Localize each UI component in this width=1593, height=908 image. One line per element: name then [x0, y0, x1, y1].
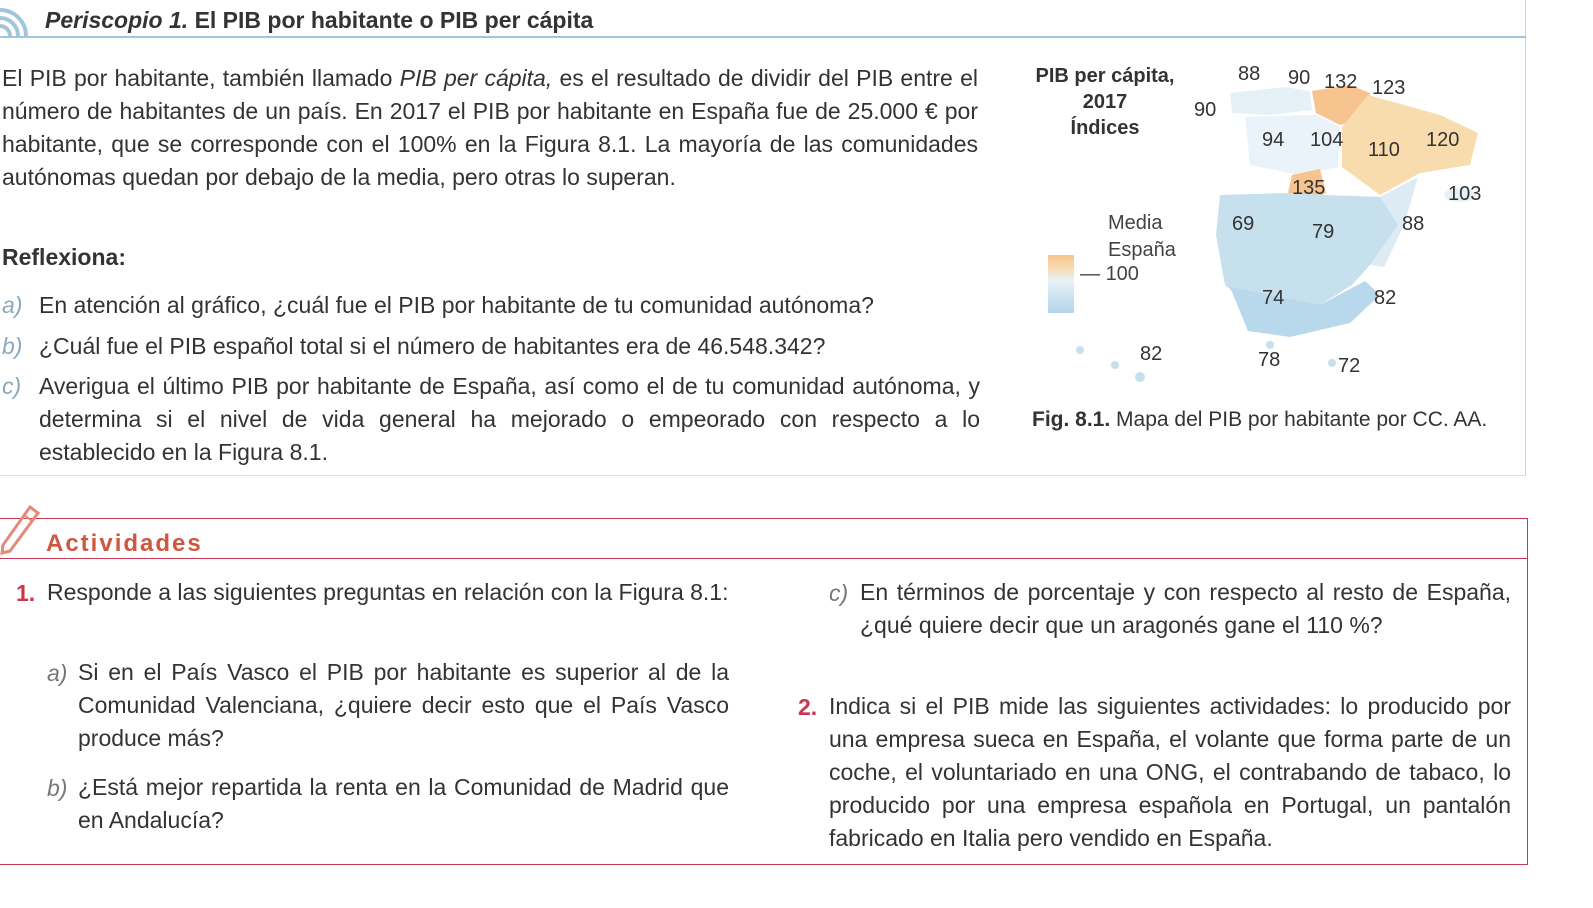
activity-1a-text: Si en el País Vasco el PIB por habitante es superior al de la Comunidad Valenciana, ¿quiere decir esto que el País Vasco produce más?: [78, 659, 729, 751]
map-title-line2: 2017: [1082, 91, 1128, 113]
activity-2-text: Indica si el PIB mide las siguientes actividades: lo producido por una empresa sueca en España, el volante que forma parte de un coche, el voluntariado en una ONG, el contrabando de tabaco, lo producido por una empresa española en Portugal, un pantalón fabricado en Italia pero vendido en España.: [829, 693, 1511, 851]
activity-1a-letter: a): [47, 660, 68, 686]
spain-gdp-map: [1020, 55, 1520, 395]
question-b: [0, 330, 980, 363]
question-text: En atención al gráfico, ¿cuál fue el PIB por habitante de tu comunidad autónoma?: [39, 292, 874, 318]
activity-1-text: Responde a las siguientes preguntas en relación con la Figura 8.1:: [47, 579, 729, 605]
intro-paragraph: [2, 62, 978, 194]
question-c: [0, 370, 980, 469]
region-melilla: [1328, 359, 1336, 367]
intro-em: PIB per cápita,: [399, 65, 553, 91]
region-value-aragon: 110: [1368, 139, 1400, 161]
reflexiona-heading: Reflexiona:: [2, 244, 126, 270]
region-value-pais-vasco: 132: [1324, 71, 1358, 93]
legend-text: [1108, 210, 1176, 264]
intro-before: El PIB por habitante, también llamado: [2, 65, 400, 91]
region-galicia-asturias-cantabria: [1230, 87, 1312, 115]
legend-average-value: — 100: [1080, 263, 1139, 285]
activity-1c-letter: c): [829, 580, 849, 606]
region-value-andalucia: 74: [1262, 287, 1285, 309]
question-letter: c): [2, 373, 22, 399]
question-text: Averigua el último PIB por habitante de España, así como el de tu comunidad autónoma, y determina si el nivel de vida general ha mejorado o empeorado con respecto a lo establecido en la Figura 8.1.: [39, 373, 980, 465]
legend-value: 100: [1105, 263, 1139, 285]
region-canarias-3: [1135, 372, 1145, 382]
region-value-ceuta: 78: [1258, 349, 1281, 371]
activity-2-number: 2.: [798, 694, 818, 720]
region-value-cantabria: 90: [1288, 67, 1311, 89]
region-value-galicia: 90: [1194, 99, 1217, 121]
region-canarias-2: [1111, 361, 1119, 369]
activity-1-number: 1.: [16, 580, 36, 606]
periscopio-label: Periscopio 1.: [45, 7, 189, 33]
map-title: [1020, 63, 1190, 141]
region-value-valencia: 88: [1402, 213, 1425, 235]
periscopio-title-text: El PIB por habitante o PIB per cápita: [194, 7, 594, 33]
activity-1b-letter: b): [47, 775, 68, 801]
pencil-icon: [0, 505, 40, 555]
region-value-madrid: 135: [1292, 177, 1326, 199]
region-value-melilla: 72: [1338, 355, 1361, 377]
region-value-extremadura: 69: [1232, 213, 1255, 235]
question-a: [0, 289, 980, 322]
question-text: ¿Cuál fue el PIB español total si el número de habitantes era de 46.548.342?: [39, 333, 826, 359]
question-letter: b): [2, 333, 23, 359]
region-value-murcia: 82: [1374, 287, 1397, 309]
figure-number: Fig. 8.1.: [1032, 408, 1111, 431]
periscopio-title: [45, 7, 593, 34]
region-value-castilla-la-mancha: 79: [1312, 221, 1335, 243]
activity-1c-text: En términos de porcentaje y con respecto al resto de España, ¿qué quiere decir que un aragonés gane el 110 %?: [860, 579, 1511, 638]
region-value-navarra: 123: [1372, 77, 1406, 99]
map-title-line3: Índices: [1070, 117, 1140, 139]
periscopio-header: [0, 0, 1526, 38]
legend-line2: España: [1108, 239, 1176, 261]
figure-caption: [1032, 404, 1492, 435]
legend-line1: Media: [1108, 212, 1163, 234]
region-value-cataluna: 120: [1426, 129, 1460, 151]
region-canarias-1: [1076, 346, 1084, 354]
question-letter: a): [2, 292, 23, 318]
legend-color-bar: [1048, 255, 1074, 313]
actividades-divider: [0, 558, 1528, 559]
activity-1b-text: ¿Está mejor repartida la renta en la Comunidad de Madrid que en Andalucía?: [78, 774, 729, 833]
region-ceuta: [1266, 341, 1274, 349]
map-title-line1: PIB per cápita,: [1035, 65, 1175, 87]
region-value-castilla-leon: 94: [1262, 129, 1285, 151]
region-value-canarias: 82: [1140, 343, 1163, 365]
figure-caption-text: Mapa del PIB por habitante por CC. AA.: [1110, 408, 1488, 431]
region-value-asturias: 88: [1238, 63, 1261, 85]
actividades-title: Actividades: [46, 530, 203, 557]
region-value-la-rioja: 104: [1310, 129, 1344, 151]
region-value-baleares: 103: [1448, 183, 1482, 205]
signal-waves-icon: [0, 2, 36, 38]
intro-after: es el resultado de dividir del PIB entre el número de habitantes de un país. En 2017 el PIB por habitante en España fue de 25.000 € por habitante, que se corresponde con el 100% en la Figura 8.1. La mayoría de las comunidades autónomas quedan por debajo de la media, pero otras lo superan.: [2, 65, 978, 190]
